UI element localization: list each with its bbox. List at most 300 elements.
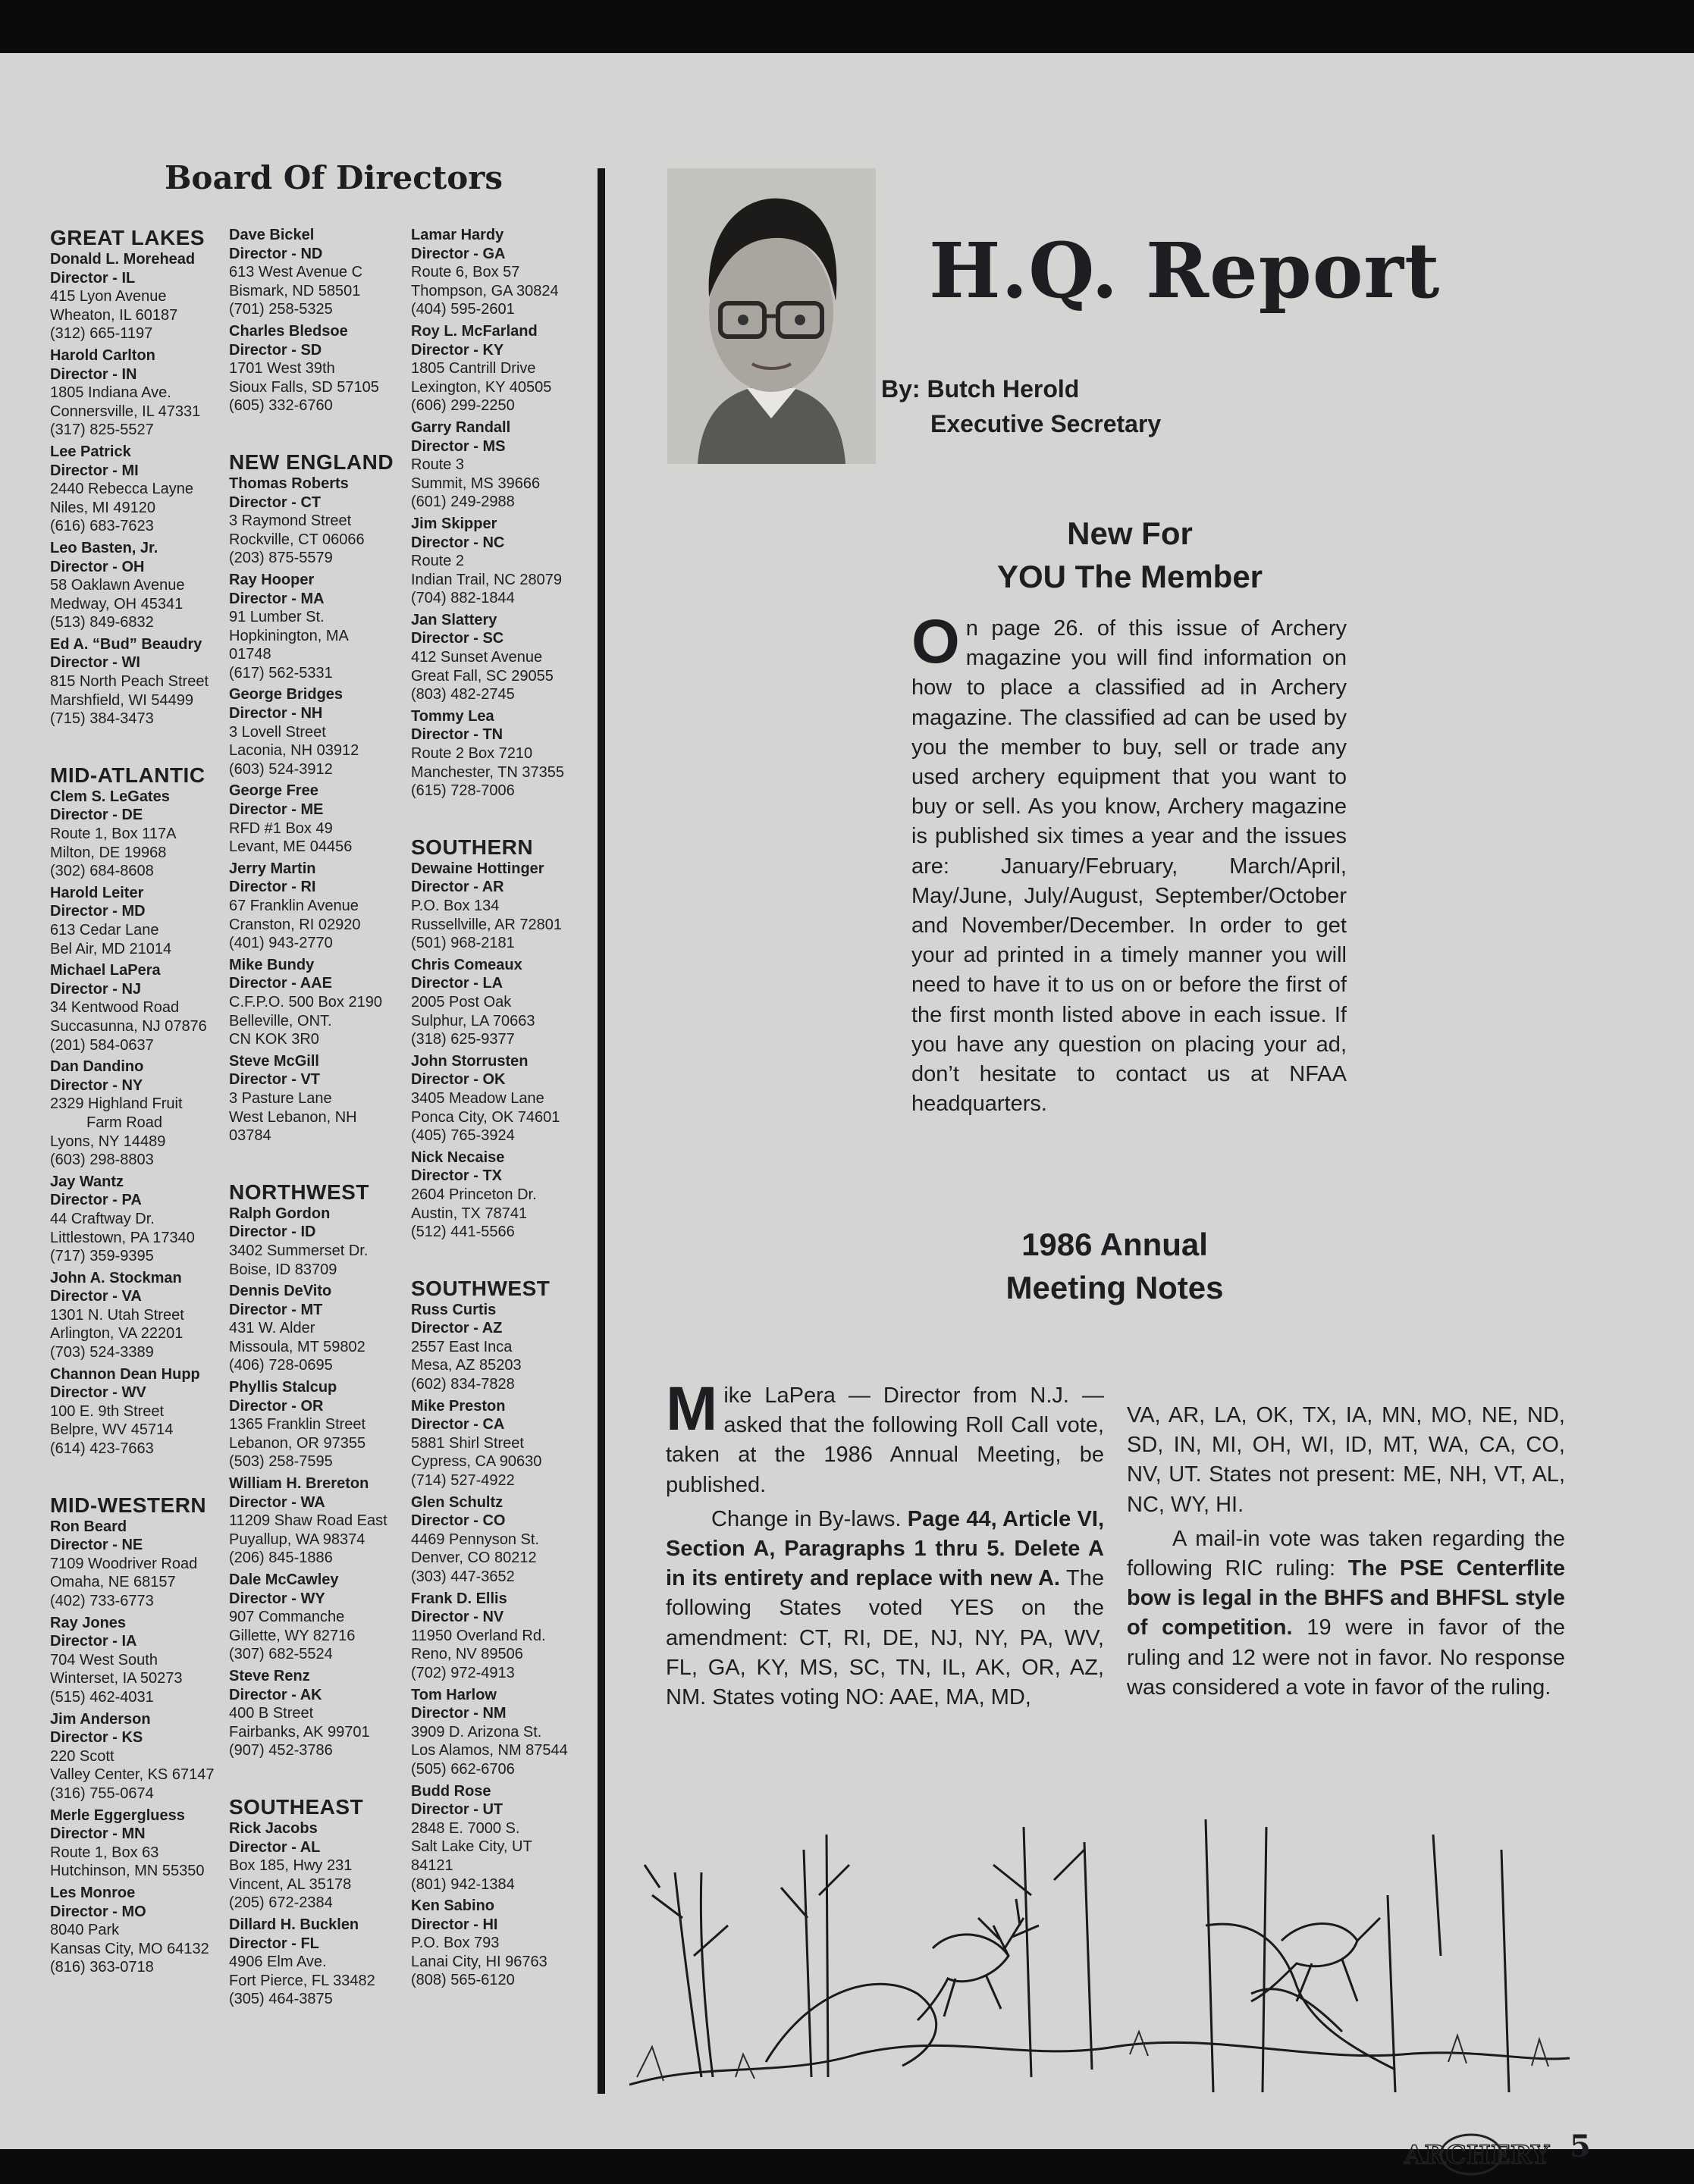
director-name: Frank D. Ellis bbox=[411, 1590, 507, 1607]
director-address-line: Hopkinington, MA bbox=[229, 627, 349, 644]
director-address-line: Route 2 Box 7210 bbox=[411, 745, 533, 763]
director-address-line: Lanai City, HI 96763 bbox=[411, 1953, 547, 1970]
director-address-line: 1805 Indiana Ave. bbox=[50, 384, 171, 402]
director-address-line: Omaha, NE 68157 bbox=[50, 1574, 176, 1591]
director-entry bbox=[411, 860, 601, 953]
director-entry bbox=[229, 782, 419, 856]
director-entry bbox=[50, 961, 240, 1054]
director-title: Director - MD bbox=[50, 903, 146, 920]
director-name: Ron Beard bbox=[50, 1518, 127, 1535]
director-title: Director - ID bbox=[229, 1224, 316, 1241]
director-address-line: (703) 524-3389 bbox=[50, 1344, 154, 1361]
director-entry bbox=[50, 1173, 240, 1266]
director-address-line: (606) 299-2250 bbox=[411, 397, 515, 415]
director-address-line: CN KOK 3R0 bbox=[229, 1031, 319, 1048]
director-address-line: 907 Commanche bbox=[229, 1609, 345, 1626]
director-address-line: Ponca City, OK 74601 bbox=[411, 1108, 560, 1126]
director-entry bbox=[229, 322, 419, 415]
director-title: Director - ND bbox=[229, 245, 323, 262]
director-address-line: Route 6, Box 57 bbox=[411, 264, 520, 281]
director-address-line: (907) 452-3786 bbox=[229, 1742, 333, 1759]
director-entry bbox=[411, 1397, 601, 1490]
director-title: Director - MS bbox=[411, 437, 506, 455]
director-name: Steve Renz bbox=[229, 1667, 310, 1684]
director-address-line: (302) 684-8608 bbox=[50, 863, 154, 880]
director-address-line: 3 Lovell Street bbox=[229, 723, 326, 741]
director-name: Clem S. LeGates bbox=[50, 788, 170, 805]
director-address-line: 44 Craftway Dr. bbox=[50, 1210, 155, 1227]
director-entry bbox=[50, 1710, 240, 1803]
region-heading: NEW ENGLAND bbox=[229, 450, 394, 474]
director-address-line: P.O. Box 793 bbox=[411, 1935, 500, 1952]
directors-column-1 bbox=[50, 226, 240, 1980]
director-name: Garry Randall bbox=[411, 418, 511, 436]
section-heading-meeting-notes bbox=[872, 1223, 1357, 1309]
director-address-line: (717) 359-9395 bbox=[50, 1248, 154, 1265]
director-entry bbox=[411, 1148, 601, 1242]
director-address-line: 58 Oaklawn Avenue bbox=[50, 577, 185, 594]
director-address-line: (515) 462-4031 bbox=[50, 1688, 154, 1706]
director-address-line: 5881 Shirl Street bbox=[411, 1434, 524, 1452]
director-address-line: Denver, CO 80212 bbox=[411, 1549, 537, 1567]
region-heading: SOUTHWEST bbox=[411, 1276, 551, 1300]
director-address-line: 34 Kentwood Road bbox=[50, 999, 180, 1017]
director-entry bbox=[411, 1686, 601, 1779]
director-address-line: Manchester, TN 37355 bbox=[411, 763, 564, 781]
director-address-line: Great Fall, SC 29055 bbox=[411, 667, 554, 685]
director-address-line: (614) 423-7663 bbox=[50, 1440, 154, 1458]
director-entry bbox=[411, 1590, 601, 1683]
director-address-line: Wheaton, IL 60187 bbox=[50, 306, 178, 324]
director-entry bbox=[229, 1819, 419, 1913]
director-name: Budd Rose bbox=[411, 1782, 491, 1800]
director-address-line: (318) 625-9377 bbox=[411, 1031, 515, 1048]
director-name: Mike Preston bbox=[411, 1397, 506, 1415]
director-address-line: (803) 482-2745 bbox=[411, 686, 515, 703]
director-address-line: (312) 665-1197 bbox=[50, 325, 153, 343]
director-title: Director - MA bbox=[229, 590, 325, 607]
director-address-line: Belpre, WV 45714 bbox=[50, 1421, 174, 1439]
director-address-line: 400 B Street bbox=[229, 1705, 314, 1722]
director-address-line: Summit, MS 39666 bbox=[411, 475, 541, 492]
director-address-line: (206) 845-1886 bbox=[229, 1549, 333, 1567]
director-address-line: Lyons, NY 14489 bbox=[50, 1133, 166, 1150]
director-name: Tommy Lea bbox=[411, 707, 494, 725]
director-title: Director - MN bbox=[50, 1825, 146, 1843]
director-address-line: P.O. Box 134 bbox=[411, 898, 500, 914]
director-title: Director - FL bbox=[229, 1935, 319, 1952]
director-name: John A. Stockman bbox=[50, 1269, 182, 1286]
director-title: Director - MT bbox=[229, 1301, 323, 1318]
director-address-line: (501) 968-2181 bbox=[411, 935, 515, 952]
director-address-line: Bismark, ND 58501 bbox=[229, 282, 361, 299]
director-name: Merle Eggergluess bbox=[50, 1806, 185, 1824]
director-address-line: Belleville, ONT. bbox=[229, 1012, 332, 1029]
director-address-line: (402) 733-6773 bbox=[50, 1593, 154, 1609]
director-address-line: Laconia, NH 03912 bbox=[229, 742, 359, 760]
body-paragraph bbox=[1127, 1524, 1565, 1703]
director-address-line: (603) 524-3912 bbox=[229, 760, 333, 778]
director-address-line: (701) 258-5325 bbox=[229, 301, 333, 318]
director-address-line: (808) 565-6120 bbox=[411, 1972, 515, 1989]
byline-role: Executive Secretary bbox=[930, 410, 1162, 437]
director-title: Director - NJ bbox=[50, 980, 142, 998]
director-entry bbox=[229, 475, 419, 568]
director-address-line: 2557 East Inca bbox=[411, 1338, 513, 1355]
section-body-classified bbox=[911, 607, 1347, 1119]
director-title: Director - VA bbox=[50, 1288, 142, 1305]
paragraph-text: Change in By-laws. bbox=[711, 1506, 908, 1531]
director-name: Ray Jones bbox=[50, 1614, 127, 1631]
director-title: Director - NV bbox=[411, 1609, 504, 1626]
director-entry bbox=[50, 884, 240, 958]
region-heading: GREAT LAKES bbox=[50, 226, 205, 249]
body-paragraph: n page 26. of this issue of Archery magazine you will find information on how to place a classified ad in Archery magazine. The classified ad can be used by you the member to buy, sell or trade any used archery equipment that you want to buy or sell. As you know, Archery magazine is published six times a year and the issues are: January/February, March/April, May/June, July/August, September/October and November/December. In order to get your ad printed in a timely manner you will need to have it to us on or before the first of the first month listed above in each issue. If you have any question on placing your ad, don’t hesitate to contact us at NFAA headquarters. bbox=[911, 616, 1347, 1117]
director-address-line: 8040 Park bbox=[50, 1922, 120, 1939]
director-title: Director - HI bbox=[411, 1916, 498, 1933]
director-address-line: Thompson, GA 30824 bbox=[411, 282, 559, 299]
director-address-line: Cypress, CA 90630 bbox=[411, 1453, 542, 1471]
director-name: Ed A. “Bud” Beaudry bbox=[50, 635, 202, 653]
director-address-line: 11209 Shaw Road East bbox=[229, 1512, 387, 1530]
director-address-line: Kansas City, MO 64132 bbox=[50, 1940, 209, 1957]
director-name: Dave Bickel bbox=[229, 227, 315, 243]
director-name: Dillard H. Bucklen bbox=[229, 1916, 359, 1933]
director-name: Dan Dandino bbox=[50, 1058, 144, 1076]
director-title: Director - CT bbox=[229, 494, 322, 511]
director-name: Leo Basten, Jr. bbox=[50, 539, 158, 556]
paragraph-text: The following States voted YES on the amendment: CT, RI, DE, NJ, NY, PA, WV, FL, GA, KY, MS, SC, TN, IL, AK, OR, AZ, NM. States voting NO: AAE, MA, MD, bbox=[666, 1566, 1104, 1710]
director-address-line: Box 185, Hwy 231 bbox=[229, 1857, 353, 1875]
director-entry bbox=[50, 788, 240, 881]
director-name: Dale McCawley bbox=[229, 1571, 339, 1588]
director-title: Director - NE bbox=[50, 1537, 143, 1554]
director-address-line: Connersville, IL 47331 bbox=[50, 403, 201, 420]
section-heading-new-for-you bbox=[895, 512, 1365, 598]
director-address-line: (601) 249-2988 bbox=[411, 494, 515, 511]
director-entry bbox=[50, 1614, 240, 1707]
paragraph-text: ike LaPera — Director from N.J. — asked that the following Roll Call vote, taken at the 1986 Annual Meeting, be published. bbox=[666, 1383, 1104, 1497]
director-name: Dennis DeVito bbox=[229, 1283, 332, 1300]
region-heading: MID-ATLANTIC bbox=[50, 763, 205, 787]
director-address-line: Milton, DE 19968 bbox=[50, 844, 167, 861]
director-title: Director - TN bbox=[411, 726, 503, 744]
paragraph-text: 19 were in favor of the ruling and 12 were not in favor. No response was considered a vote in favor of the ruling. bbox=[1127, 1615, 1565, 1700]
director-address-line: 1365 Franklin Street bbox=[229, 1416, 366, 1434]
body-paragraph: VA, AR, LA, OK, TX, IA, MN, MO, NE, ND, SD, IN, MI, OH, WI, ID, MT, WA, CA, CO, NV, UT. States not present: ME, NH, VT, AL, NC, WY, HI. bbox=[1127, 1403, 1565, 1517]
magazine-page bbox=[0, 53, 1694, 2170]
director-title: Director - CA bbox=[411, 1416, 505, 1434]
director-title: Director - RI bbox=[229, 879, 316, 896]
director-title: Director - AR bbox=[411, 879, 504, 896]
director-address-line: 704 West South bbox=[50, 1651, 158, 1669]
director-address-line: (405) 765-3924 bbox=[411, 1127, 515, 1145]
director-entry bbox=[229, 860, 419, 953]
director-address-line: Marshfield, WI 54499 bbox=[50, 691, 193, 709]
director-address-line: Austin, TX 78741 bbox=[411, 1205, 528, 1222]
hq-report-title: H.Q. Report bbox=[929, 226, 1441, 315]
director-title: Director - IN bbox=[50, 365, 137, 383]
director-address-line: 2329 Highland Fruit bbox=[50, 1095, 183, 1113]
director-title: Director - KS bbox=[50, 1729, 143, 1747]
director-name: Lamar Hardy bbox=[411, 227, 504, 243]
director-address-line: Salt Lake City, UT bbox=[411, 1838, 532, 1856]
directors-column-3 bbox=[411, 226, 601, 1993]
director-title: Director - PA bbox=[50, 1192, 142, 1209]
director-address-line: (605) 332-6760 bbox=[229, 397, 333, 415]
director-title: Director - NH bbox=[229, 705, 323, 722]
director-address-line: (305) 464-3875 bbox=[229, 1991, 333, 2008]
director-entry bbox=[229, 1052, 419, 1145]
director-address-line: Bel Air, MD 21014 bbox=[50, 940, 172, 957]
director-title: Director - LA bbox=[411, 975, 503, 992]
region-heading: MID-WESTERN bbox=[50, 1493, 207, 1517]
director-title: Director - GA bbox=[411, 245, 506, 262]
director-address-line: Missoula, MT 59802 bbox=[229, 1338, 365, 1355]
director-name: Ralph Gordon bbox=[229, 1205, 331, 1222]
directors-column-2 bbox=[229, 226, 419, 2012]
director-name: John Storrusten bbox=[411, 1052, 529, 1070]
director-entry bbox=[50, 250, 240, 343]
section-heading-line: YOU The Member bbox=[996, 559, 1263, 594]
director-address-line: 11950 Overland Rd. bbox=[411, 1627, 546, 1644]
director-address-line: 67 Franklin Avenue bbox=[229, 898, 359, 914]
director-entry bbox=[229, 1571, 419, 1664]
director-title: Director - CO bbox=[411, 1512, 506, 1530]
section-heading-line: New For bbox=[1067, 515, 1193, 551]
director-address-line: (616) 683-7623 bbox=[50, 518, 154, 535]
byline bbox=[881, 371, 1161, 441]
director-address-line: (503) 258-7595 bbox=[229, 1453, 333, 1471]
director-address-line: Sulphur, LA 70663 bbox=[411, 1012, 535, 1029]
director-address-line: 3909 D. Arizona St. bbox=[411, 1723, 542, 1741]
director-name: Mike Bundy bbox=[229, 956, 315, 973]
director-title: Director - IA bbox=[50, 1633, 137, 1650]
director-address-line: Valley Center, KS 67147 bbox=[50, 1766, 215, 1784]
director-name: Jay Wantz bbox=[50, 1173, 124, 1190]
director-address-line: Gillette, WY 82716 bbox=[229, 1627, 356, 1644]
director-name: Jan Slattery bbox=[411, 611, 497, 628]
director-address-line: (401) 943-2770 bbox=[229, 935, 333, 952]
director-address-line: (816) 363-0718 bbox=[50, 1959, 154, 1976]
director-address-line: 2005 Post Oak bbox=[411, 993, 512, 1011]
director-title: Director - AAE bbox=[229, 975, 332, 992]
director-title: Director - MI bbox=[50, 462, 139, 479]
director-address-line: 1701 West 39th bbox=[229, 360, 335, 378]
director-name: Charles Bledsoe bbox=[229, 322, 348, 340]
director-address-line: 3 Pasture Lane bbox=[229, 1089, 332, 1107]
bylaw-reference: Page 44, Article VI, Section A, Paragraphs 1 thru 5. Delete A in its entirety and replace with new A. bbox=[666, 1506, 1104, 1591]
director-address-line: (702) 972-4913 bbox=[411, 1664, 515, 1681]
director-entry bbox=[229, 1474, 419, 1568]
director-name: Jim Skipper bbox=[411, 515, 497, 532]
body-paragraph bbox=[666, 1374, 1104, 1500]
director-title: Director - UT bbox=[411, 1801, 503, 1819]
director-address-line: Medway, OH 45341 bbox=[50, 595, 184, 613]
director-address-line: 613 West Avenue C bbox=[229, 264, 363, 281]
director-address-line: (205) 672-2384 bbox=[229, 1894, 333, 1912]
director-address-line: 613 Cedar Lane bbox=[50, 922, 159, 938]
director-title: Director - NY bbox=[50, 1076, 143, 1094]
drop-cap: O bbox=[911, 607, 960, 676]
director-title: Director - DE bbox=[50, 807, 143, 824]
director-entry bbox=[50, 1365, 240, 1459]
director-address-line: Littlestown, PA 17340 bbox=[50, 1229, 195, 1246]
director-entry bbox=[411, 226, 601, 319]
director-title: Director - IL bbox=[50, 269, 136, 287]
director-name: Michael LaPera bbox=[50, 962, 161, 979]
director-address-line: (406) 728-0695 bbox=[229, 1357, 333, 1374]
byline-author: By: Butch Herold bbox=[881, 375, 1080, 403]
director-address-line: (704) 882-1844 bbox=[411, 590, 515, 607]
ric-ruling: The PSE Centerflite bow is legal in the BHFS and BHFSL style of competition. bbox=[1127, 1556, 1565, 1640]
director-entry bbox=[50, 1518, 240, 1611]
director-address-line: Succasunna, NJ 07876 bbox=[50, 1017, 207, 1035]
director-entry bbox=[229, 1378, 419, 1471]
director-title: Director - AL bbox=[229, 1838, 321, 1856]
director-title: Director - SD bbox=[229, 341, 322, 359]
director-address-line: Lebanon, OR 97355 bbox=[229, 1434, 366, 1452]
director-address-line: Indian Trail, NC 28079 bbox=[411, 571, 563, 588]
director-name: Ken Sabino bbox=[411, 1897, 495, 1915]
director-entry bbox=[50, 346, 240, 440]
director-address-line: 3 Raymond Street bbox=[229, 512, 352, 530]
director-address-line: 4469 Pennyson St. bbox=[411, 1531, 540, 1548]
director-address-line: Hutchinson, MN 55350 bbox=[50, 1863, 205, 1880]
director-title: Director - AK bbox=[229, 1686, 322, 1703]
director-title: Director - ME bbox=[229, 801, 324, 819]
director-title: Director - NC bbox=[411, 534, 505, 551]
director-address-line: Cranston, RI 02920 bbox=[229, 916, 361, 933]
director-title: Director - MO bbox=[50, 1903, 146, 1920]
director-address-line: Mesa, AZ 85203 bbox=[411, 1357, 522, 1374]
meeting-notes-column-1 bbox=[666, 1374, 1104, 1712]
director-title: Director - AZ bbox=[411, 1320, 503, 1337]
director-entry bbox=[229, 1282, 419, 1375]
meeting-notes-column-2 bbox=[1127, 1401, 1565, 1703]
director-address-line: (303) 447-3652 bbox=[411, 1568, 515, 1585]
director-address-line: Winterset, IA 50273 bbox=[50, 1670, 183, 1687]
director-title: Director - WY bbox=[229, 1590, 325, 1607]
director-address-line: (201) 584-0637 bbox=[50, 1036, 154, 1054]
director-entry bbox=[50, 1806, 240, 1881]
director-address-line: 7109 Woodriver Road bbox=[50, 1555, 198, 1572]
director-entry bbox=[229, 956, 419, 1049]
director-address-line: 3405 Meadow Lane bbox=[411, 1089, 544, 1107]
director-name: Chris Comeaux bbox=[411, 956, 522, 973]
director-address-line: 03784 bbox=[229, 1127, 271, 1145]
director-address-line: (316) 755-0674 bbox=[50, 1784, 154, 1802]
director-address-line: Los Alamos, NM 87544 bbox=[411, 1742, 568, 1759]
director-title: Director - WV bbox=[50, 1384, 146, 1402]
director-address-line: 431 W. Alder bbox=[229, 1320, 315, 1337]
director-address-line: 415 Lyon Avenue bbox=[50, 288, 167, 306]
director-address-line: Russellville, AR 72801 bbox=[411, 916, 562, 933]
director-address-line: C.F.P.O. 500 Box 2190 bbox=[229, 993, 382, 1011]
director-address-line: West Lebanon, NH bbox=[229, 1108, 357, 1126]
director-name: Jerry Martin bbox=[229, 860, 316, 877]
director-title: Director - OR bbox=[229, 1397, 324, 1415]
director-entry bbox=[411, 956, 601, 1049]
director-address-line: (307) 682-5524 bbox=[229, 1646, 333, 1663]
director-name: Lee Patrick bbox=[50, 443, 131, 460]
director-title: Director - NM bbox=[411, 1705, 507, 1722]
director-name: Channon Dean Hupp bbox=[50, 1365, 200, 1383]
director-entry bbox=[50, 1269, 240, 1362]
director-entry bbox=[411, 611, 601, 704]
director-name: William H. Brereton bbox=[229, 1475, 369, 1493]
director-address-line: (404) 595-2601 bbox=[411, 301, 515, 318]
director-entry bbox=[229, 1205, 419, 1279]
director-address-line: (505) 662-6706 bbox=[411, 1760, 515, 1778]
director-address-line: (715) 384-3473 bbox=[50, 710, 154, 728]
director-address-line: 2440 Rebecca Layne bbox=[50, 481, 194, 498]
director-address-line: (203) 875-5579 bbox=[229, 550, 333, 567]
director-address-line: Route 1, Box 63 bbox=[50, 1844, 159, 1861]
director-address-line: Route 1, Box 117A bbox=[50, 826, 177, 843]
director-address-line: Vincent, AL 35178 bbox=[229, 1875, 352, 1893]
director-name: George Bridges bbox=[229, 686, 344, 703]
director-address-line: (801) 942-1384 bbox=[411, 1875, 515, 1893]
director-address-line: 2604 Princeton Dr. bbox=[411, 1186, 537, 1203]
director-entry bbox=[411, 1782, 601, 1894]
region-heading: SOUTHERN bbox=[411, 835, 534, 859]
director-address-line: Farm Road bbox=[86, 1114, 163, 1131]
director-title: Director - KY bbox=[411, 341, 504, 359]
director-entry bbox=[411, 418, 601, 512]
director-address-line: (617) 562-5331 bbox=[229, 664, 333, 682]
director-entry bbox=[229, 1916, 419, 2009]
director-address-line: 91 Lumber St. bbox=[229, 609, 325, 626]
body-paragraph bbox=[666, 1505, 1104, 1712]
director-address-line: Levant, ME 04456 bbox=[229, 838, 353, 856]
director-name: Dewaine Hottinger bbox=[411, 860, 544, 877]
director-name: George Free bbox=[229, 782, 318, 800]
director-title: Director - TX bbox=[411, 1167, 503, 1185]
director-address-line: Reno, NV 89506 bbox=[411, 1646, 523, 1663]
board-title: Board Of Directors bbox=[164, 159, 503, 196]
svg-text:ARCHERY: ARCHERY bbox=[1404, 2140, 1550, 2170]
director-entry bbox=[411, 1052, 601, 1145]
director-name: Thomas Roberts bbox=[229, 475, 349, 492]
paragraph-text: A mail-in vote was taken regarding the following RIC ruling: bbox=[1127, 1526, 1565, 1581]
section-heading-line: 1986 Annual bbox=[1021, 1227, 1208, 1262]
region-heading: SOUTHEAST bbox=[229, 1794, 364, 1819]
director-address-line: 2848 E. 7000 S. bbox=[411, 1819, 520, 1837]
director-name: Phyllis Stalcup bbox=[229, 1379, 337, 1396]
director-title: Director - WA bbox=[229, 1493, 325, 1511]
director-address-line: 1301 N. Utah Street bbox=[50, 1306, 184, 1324]
page-number: 5 bbox=[1570, 2129, 1591, 2164]
director-address-line: Boise, ID 83709 bbox=[229, 1261, 337, 1278]
director-title: Director - VT bbox=[229, 1071, 321, 1089]
director-address-line: (603) 298-8803 bbox=[50, 1152, 154, 1169]
director-entry bbox=[411, 1493, 601, 1587]
director-entry bbox=[50, 443, 240, 536]
director-address-line: (602) 834-7828 bbox=[411, 1376, 515, 1393]
section-heading-line: Meeting Notes bbox=[1005, 1270, 1224, 1305]
director-title: Director - OH bbox=[50, 558, 145, 575]
director-name: Harold Leiter bbox=[50, 884, 144, 901]
director-address-line: 1805 Cantrill Drive bbox=[411, 360, 536, 378]
director-name: Nick Necaise bbox=[411, 1148, 505, 1166]
archery-logo bbox=[1401, 2132, 1561, 2184]
director-address-line: 815 North Peach Street bbox=[50, 673, 209, 691]
region-heading: NORTHWEST bbox=[229, 1180, 369, 1204]
director-address-line: 220 Scott bbox=[50, 1747, 115, 1765]
director-name: Tom Harlow bbox=[411, 1686, 497, 1703]
director-address-line: Rockville, CT 06066 bbox=[229, 531, 365, 548]
